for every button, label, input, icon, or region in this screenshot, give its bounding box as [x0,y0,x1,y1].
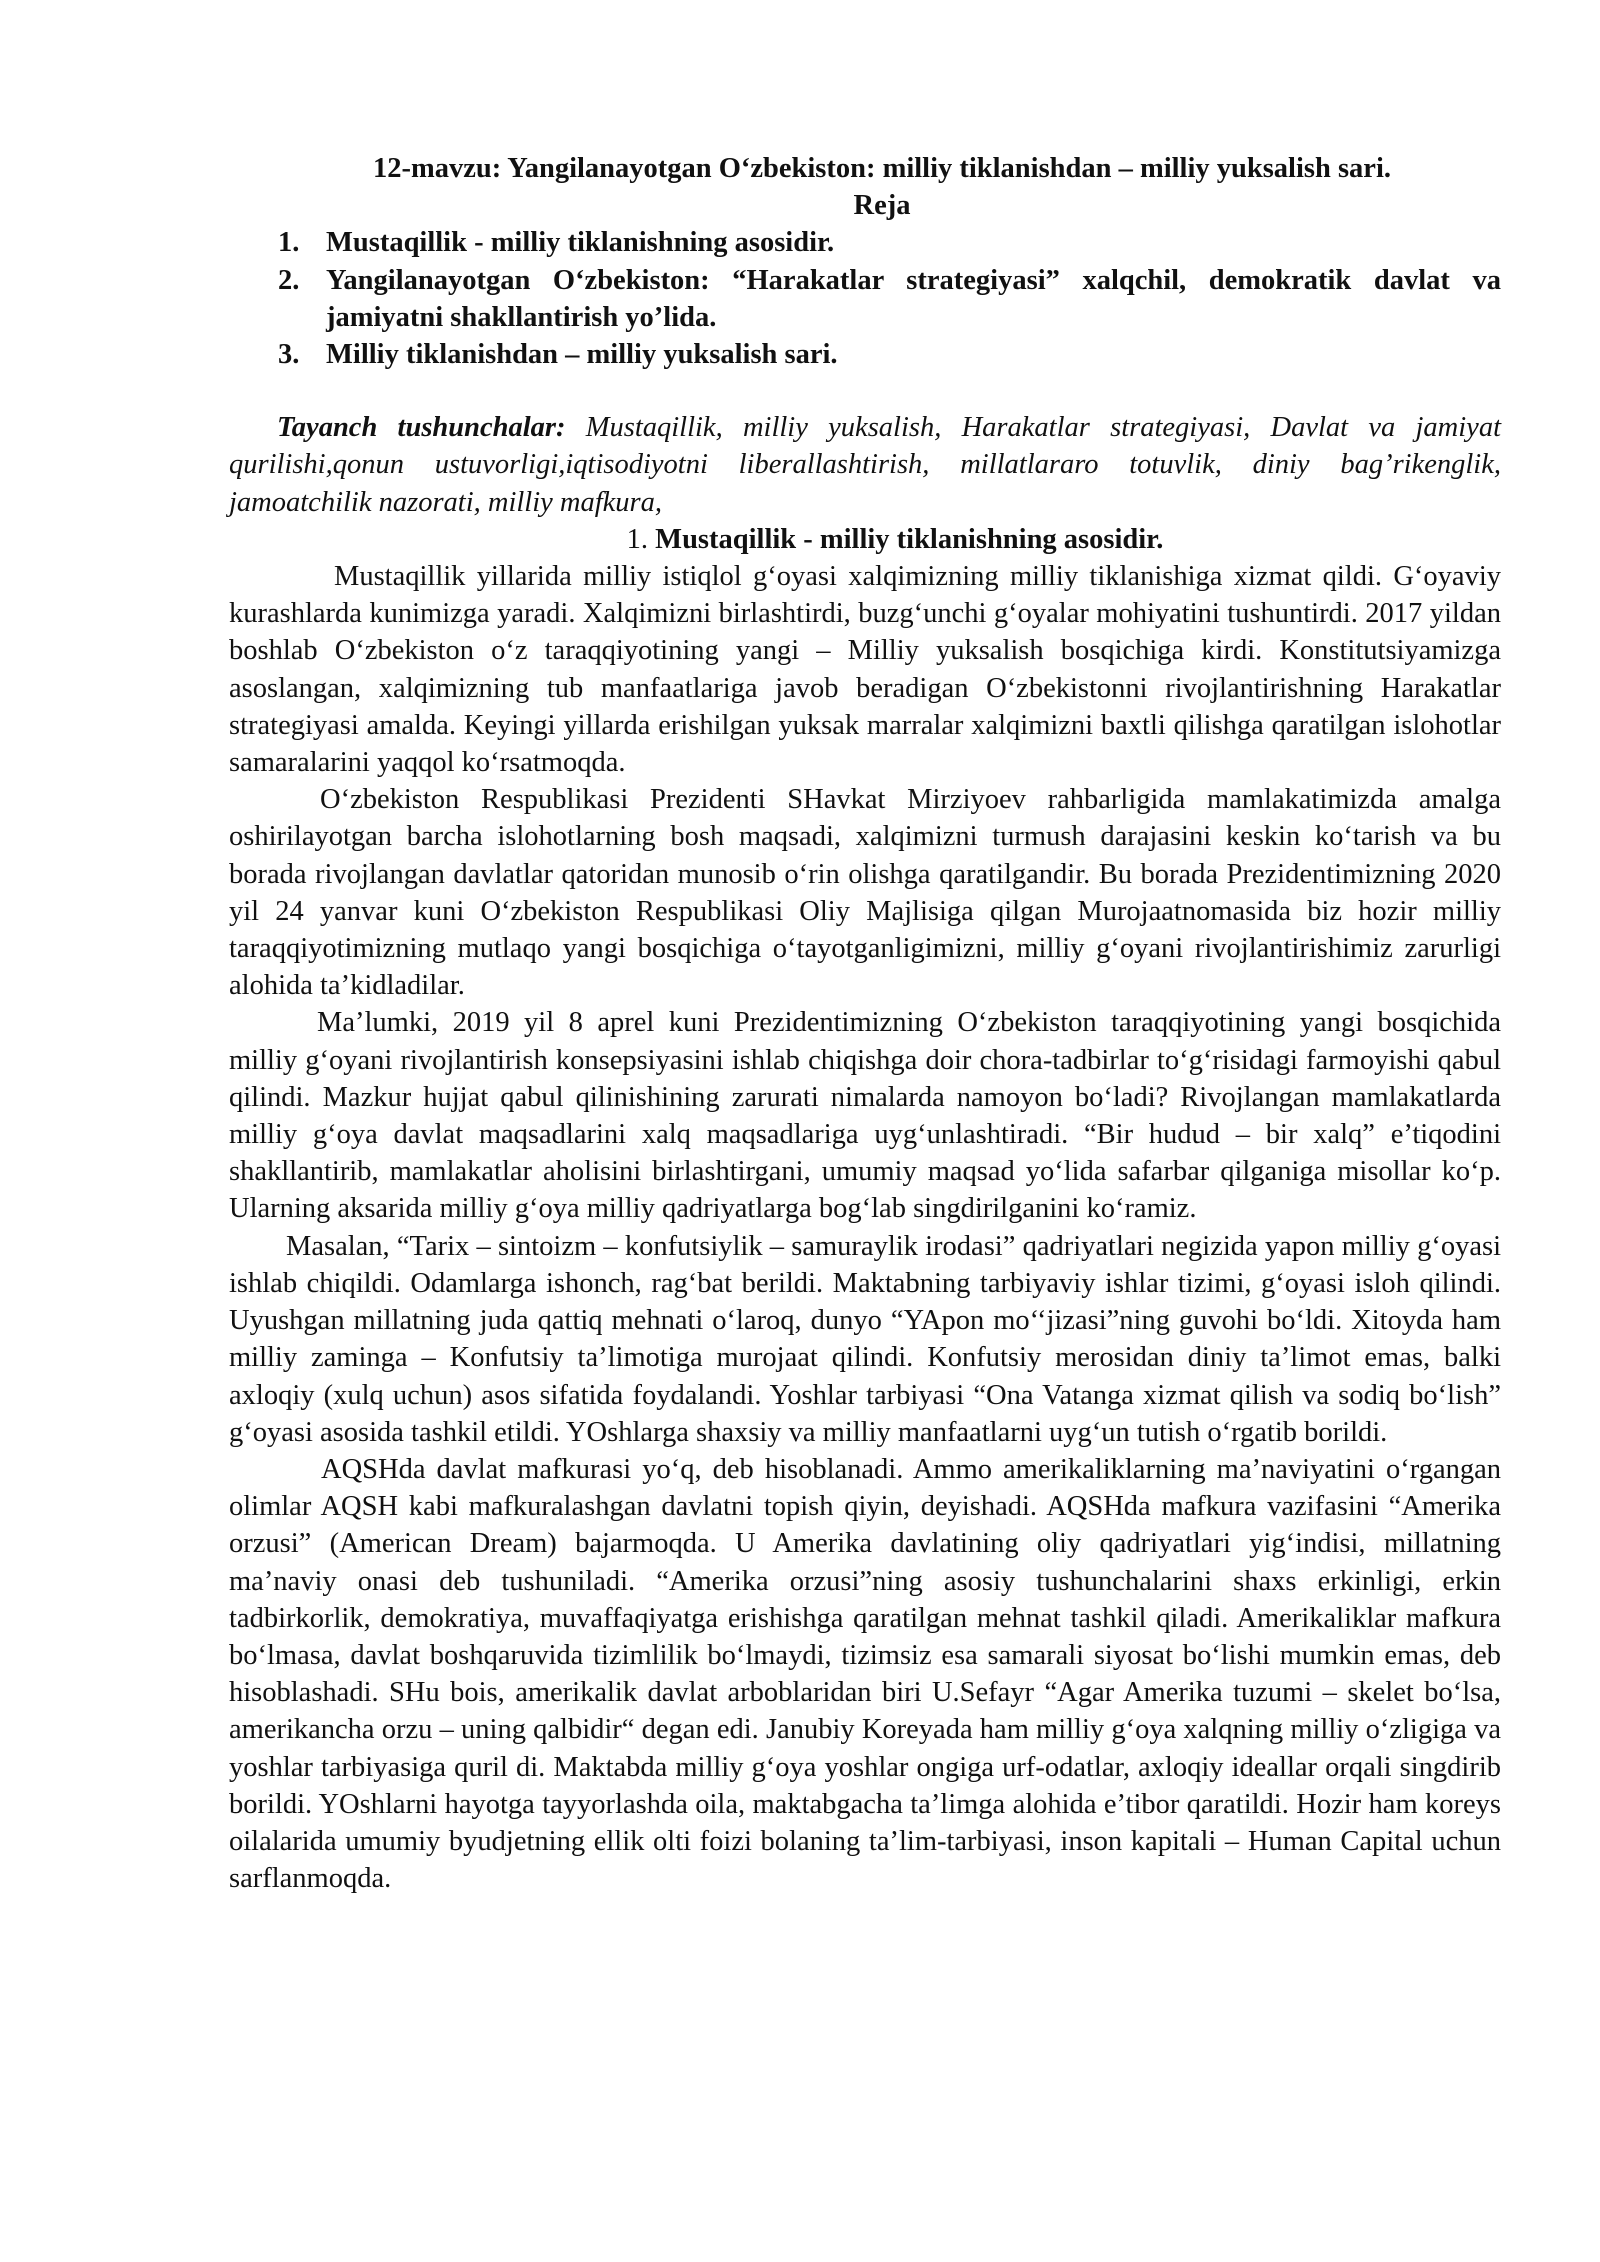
keywords-paragraph [229,409,1501,521]
body-paragraph: Ma’lumki, 2019 yil 8 aprel kuni Prezidentimizning O‘zbekiston taraqqiyotining yangi bosqichida milliy g‘oyani rivojlantirish konsepsiyasini ishlab chiqishga doir chora-tadbirlar to‘g‘risidagi farmoyishi qabul qilindi. Mazkur hujjat qabul qilinishining zarurati nimalarda namoyon bo‘ladi? Rivojlangan mamlakatlarda milliy g‘oya davlat maqsadlarini xalq maqsadlariga uyg‘unlashtiradi. “Bir hudud – bir xalq” e’tiqodini shakllantirib, mamlakatlar aholisini birlashtirgani, umumiy maqsad yo‘lida safarbar qilganiga misollar ko‘p. Ularning aksarida milliy g‘oya milliy qadriyatlarga bog‘lab singdirilganini ko‘ramiz. [229,1007,1501,1225]
plan-item-number: 2. [278,264,300,296]
body-paragraph: O‘zbekiston Respublikasi Prezidenti SHavkat Mirziyoev rahbarligida mamlakatimizda amalga oshirilayotgan barcha islohotlarning bosh maqsadi, xalqimizni turmush darajasini keskin ko‘tarish va bu borada rivojlangan davlatlar qatoridan munosib o‘rin olishga qaratilgandir. Bu borada Prezidentimizning 2020 yil 24 yanvar kuni O‘zbekiston Respublikasi Oliy Majlisiga qilgan Murojaatnomasida biz hozir milliy taraqqiyotimizning mutlaqo yangi bosqichiga o‘tayotganligimizni, milliy g‘oyani rivojlantirishimiz zarurligi alohida ta’kidladilar. [229,784,1501,1002]
document-page [229,150,1501,1897]
plan-item-number: 3. [278,339,300,371]
plan-item-number: 1. [278,227,300,259]
section-number: 1. [626,523,656,555]
plan-item [229,224,1501,261]
keywords-label: Tayanch tushunchalar: [277,412,566,444]
plan-item-text: Mustaqillik - milliy tiklanishning asosidir. [326,227,835,259]
plan-item [229,336,1501,373]
body-paragraph: Masalan, “Tarix – sintoizm – konfutsiylik – samuraylik irodasi” qadriyatlari negizida yapon milliy g‘oyasi ishlab chiqildi. Odamlarga ishonch, rag‘bat berildi. Maktabning tarbiyaviy ishlar tizimi, g‘oyasi isloh qilindi. Uyushgan millatning juda qattiq mehnati o‘laroq, dunyo “YApon mo‘‘jizasi”ning guvohi bo‘ldi. Xitoyda ham milliy zaminga – Konfutsiy ta’limotiga murojaat qilindi. Konfutsiy merosidan diniy ta’limot emas, balki axloqiy (xulq uchun) asos sifatida foydalandi. Yoshlar tarbiyasi “Ona Vatanga xizmat qilish va sodiq bo‘lish” g‘oyasi asosida tashkil etildi. YOshlarga shaxsiy va milliy manfaatlarni uyg‘un tutish o‘rgatib borildi. [229,1230,1501,1448]
plan-item-text: Yangilanayotgan O‘zbekiston: “Harakatlar strategiyasi” xalqchil, demokratik davlat va jamiyatni shakllantirish yo’lida. [326,264,1501,333]
plan-heading: Reja [853,190,911,222]
plan-item-text: Milliy tiklanishdan – milliy yuksalish sari. [326,339,838,371]
body-paragraph: Mustaqillik yillarida milliy istiqlol g‘oyasi xalqimizning milliy tiklanishiga xizmat qildi. G‘oyaviy kurashlarda kunimizga yaradi. Xalqimizni birlashtirdi, buzg‘unchi g‘oyalar mohiyatini tushuntirdi. 2017 yildan boshlab O‘zbekiston o‘z taraqqiyotining yangi – Milliy yuksalish bosqichiga kirdi. Konstitutsiyamizga asoslangan, xalqimizning tub manfaatlariga javob beradigan O‘zbekistonni rivojlantirishning Harakatlar strategiyasi amalda. Keyingi yillarda erishilgan yuksak marralar xalqimizni baxtli qilishga qaratilgan islohotlar samaralarini yaqqol ko‘rsatmoqda. [229,561,1501,779]
keywords-text: Mustaqillik, milliy yuksalish, Harakatlar strategiyasi, Davlat va jamiyat qurilishi,qonun ustuvorligi,iqtisodiyotni liberallashtirish, millatlararo totuvlik, diniy bag’rikenglik, jamoatchilik nazorati, milliy mafkura, [229,412,1501,518]
document-title: 12-mavzu: Yangilanayotgan O‘zbekiston: milliy tiklanishdan – milliy yuksalish sari. [373,153,1391,184]
section-title: Mustaqillik - milliy tiklanishning asosidir. [655,523,1164,555]
section-heading [259,521,1531,558]
body-paragraph: AQSHda davlat mafkurasi yo‘q, deb hisoblanadi. Ammo amerikaliklarning ma’naviyatini o‘rgangan olimlar AQSH kabi mafkuralashgan davlatni topish qiyin, deyishadi. AQSHda mafkura vazifasini “Amerika orzusi” (American Dream) bajarmoqda. U Amerika davlatining oliy qadriyatlari yig‘indisi, millatning ma’naviy onasi deb tushuniladi. “Amerika orzusi”ning asosiy tushunchalarini shaxs erkinligi, erkin tadbirkorlik, demokratiya, muvaffaqiyatga erishishga qaratilgan mehnat tashkil qiladi. Amerikaliklar mafkura bo‘lmasa, davlat boshqaruvida tizimlilik bo‘lmaydi, tizimsiz esa samarali siyosat bo‘lishi mumkin emas, deb hisoblashadi. SHu bois, amerikalik davlat arboblaridan biri U.Sefayr “Agar Amerika tuzumi – skelet bo‘lsa, amerikancha orzu – uning qalbidir“ degan edi. Janubiy Koreyada ham milliy g‘oya xalqning milliy o‘zligiga va yoshlar tarbiyasiga quril di. Maktabda milliy g‘oya yoshlar ongiga urf-odatlar, axloqiy ideallar orqali singdirib borildi. YOshlarni hayotga tayyorlashda oila, maktabgacha ta’limga alohida e’tibor qaratildi. Hozir ham koreys oilalarida umumiy byudjetning ellik olti foizi bolaning ta’lim-tarbiyasi, inson kapitali – Human Capital uchun sarflanmoqda. [229,1453,1501,1895]
spacer [229,373,1501,409]
plan-list [229,224,1501,373]
plan-item [229,262,1501,336]
